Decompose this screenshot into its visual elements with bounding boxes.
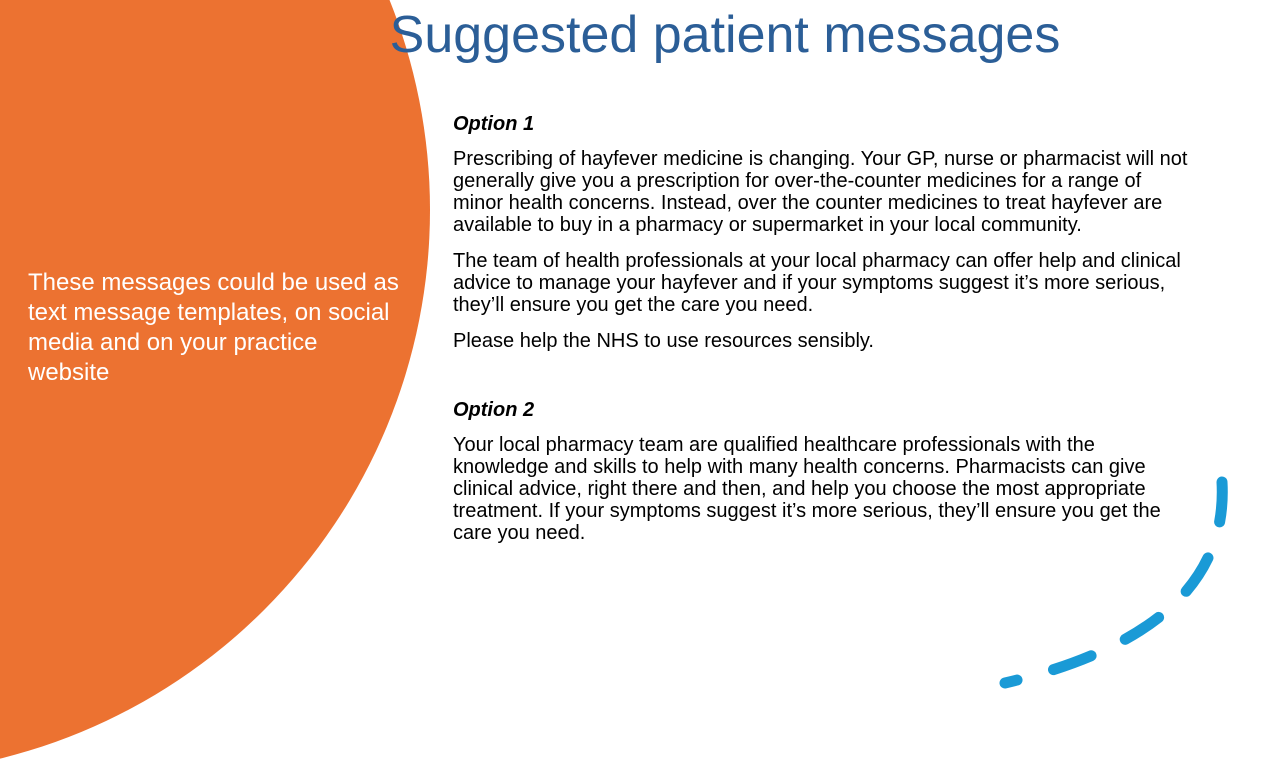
- side-note: These messages could be used as text message templates, on social media and on your practice website: [28, 269, 399, 386]
- dashed-swoosh-icon: [980, 470, 1240, 700]
- option-1-heading: Option 1: [453, 113, 535, 135]
- option-1-paragraph-1: Prescribing of hayfever medicine is changing. Your GP, nurse or pharmacist will not generally give you a prescription for over-the-counter medicines for a range of minor health concerns. Instead, over the counter medicines to treat hayfever are available to buy in a pharmacy or supermarket in your local community.: [453, 148, 1188, 236]
- option-1-paragraph-3: Please help the NHS to use resources sensibly.: [453, 330, 874, 352]
- page-title: Suggested patient messages: [389, 6, 1061, 64]
- option-1-block: [453, 112, 1193, 352]
- dashed-arc-decoration: [1005, 482, 1222, 683]
- option-2-paragraph-1: Your local pharmacy team are qualified healthcare professionals with the knowledge and skills to help with many health concerns. Pharmacists can give clinical advice, right there and then, and help you choose the most appropriate treatment. If your symptoms suggest it’s more serious, they’ll ensure you get the care you need.: [453, 434, 1161, 544]
- option-1-paragraph-2: The team of health professionals at your local pharmacy can offer help and clinical advice to manage your hayfever and if your symptoms suggest it’s more serious, they’ll ensure you get the care you need.: [453, 250, 1181, 316]
- option-2-heading: Option 2: [453, 399, 535, 421]
